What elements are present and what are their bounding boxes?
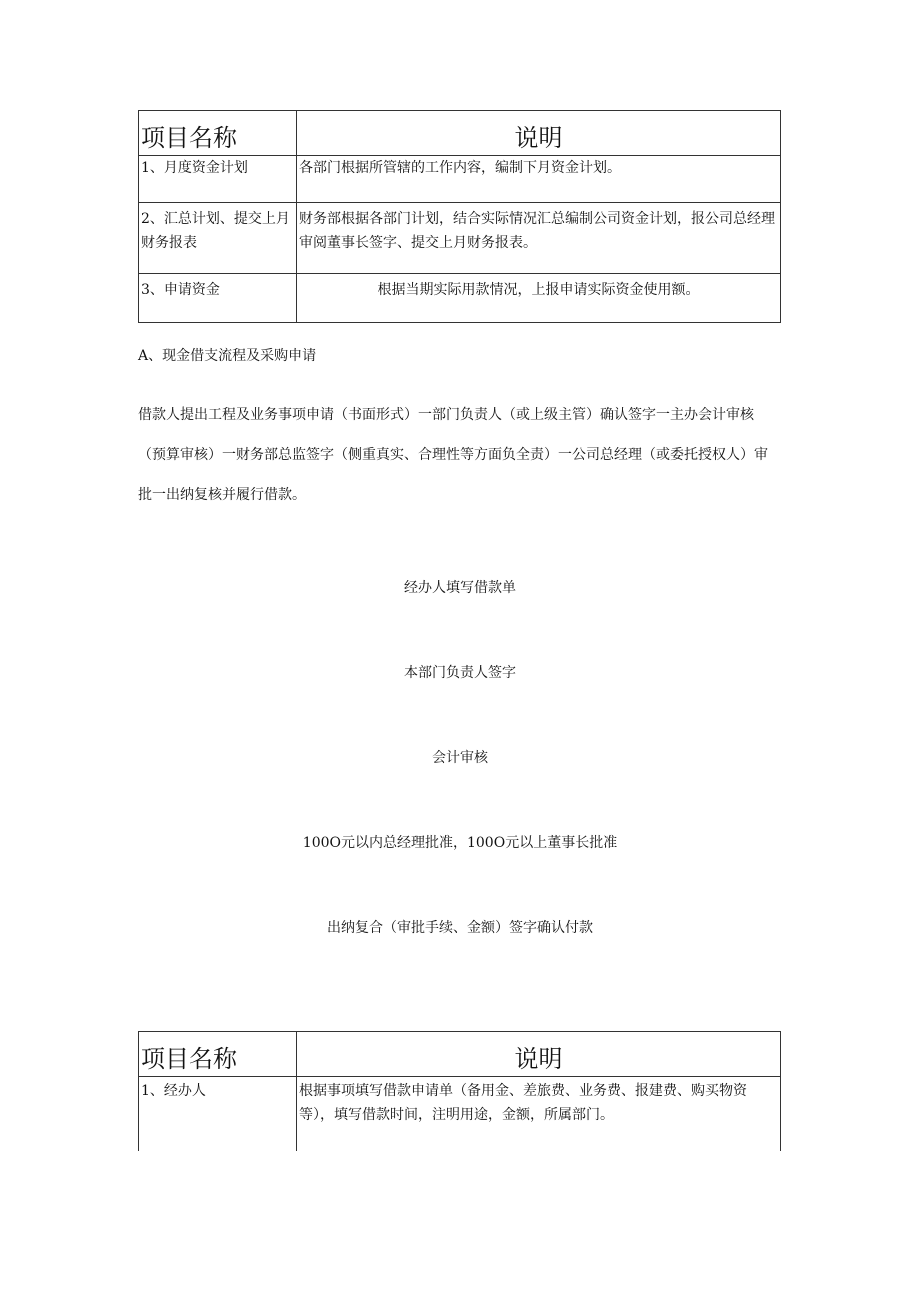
row-name: 2、汇总计划、提交上月财务报表 [139, 203, 297, 274]
table-row [139, 203, 781, 274]
row-name: 1、月度资金计划 [139, 156, 297, 203]
flow-step-5: 出纳复合（审批手续、金额）签字确认付款 [327, 920, 593, 936]
header-project-name: 项目名称 [139, 111, 297, 156]
table-header-row [139, 1032, 781, 1077]
header-project-name: 项目名称 [139, 1032, 297, 1077]
table-header-row [139, 111, 781, 156]
process-paragraph: 借款人提出工程及业务事项申请（书面形式）一部门负责人（或上级主管）确认签字一主办会计审核（预算审核）一财务部总监签字（侧重真实、合理性等方面负全责）一公司总经理（或委托授权人）审批一出纳复核并履行借款。 [138, 407, 768, 503]
section-title: A、现金借支流程及采购申请 [138, 348, 317, 364]
table-row [139, 1077, 781, 1152]
row-description: 根据事项填写借款申请单（备用金、差旅费、业务费、报建费、购买物资等），填写借款时间，注明用途，金额，所属部门。 [297, 1077, 781, 1152]
table-row [139, 156, 781, 203]
row-description: 财务部根据各部门计划，结合实际情况汇总编制公司资金计划，报公司总经理审阅董事长签字、提交上月财务报表。 [297, 203, 781, 274]
row-description: 根据当期实际用款情况，上报申请实际资金使用额。 [297, 274, 781, 323]
flow-step-2: 本部门负责人签字 [404, 665, 516, 681]
fund-plan-table [138, 110, 781, 323]
flow-step-4: 100O元以内总经理批准，100O元以上董事长批准 [302, 835, 618, 851]
row-description: 各部门根据所管辖的工作内容，编制下月资金计划。 [297, 156, 781, 203]
borrowing-table [138, 1031, 781, 1151]
header-description: 说明 [297, 1032, 781, 1077]
table-row [139, 274, 781, 323]
flow-step-3: 会计审核 [432, 750, 488, 766]
flow-step-1: 经办人填写借款单 [404, 580, 516, 596]
row-name: 1、经办人 [139, 1077, 297, 1152]
row-name: 3、申请资金 [139, 274, 297, 323]
header-description: 说明 [297, 111, 781, 156]
